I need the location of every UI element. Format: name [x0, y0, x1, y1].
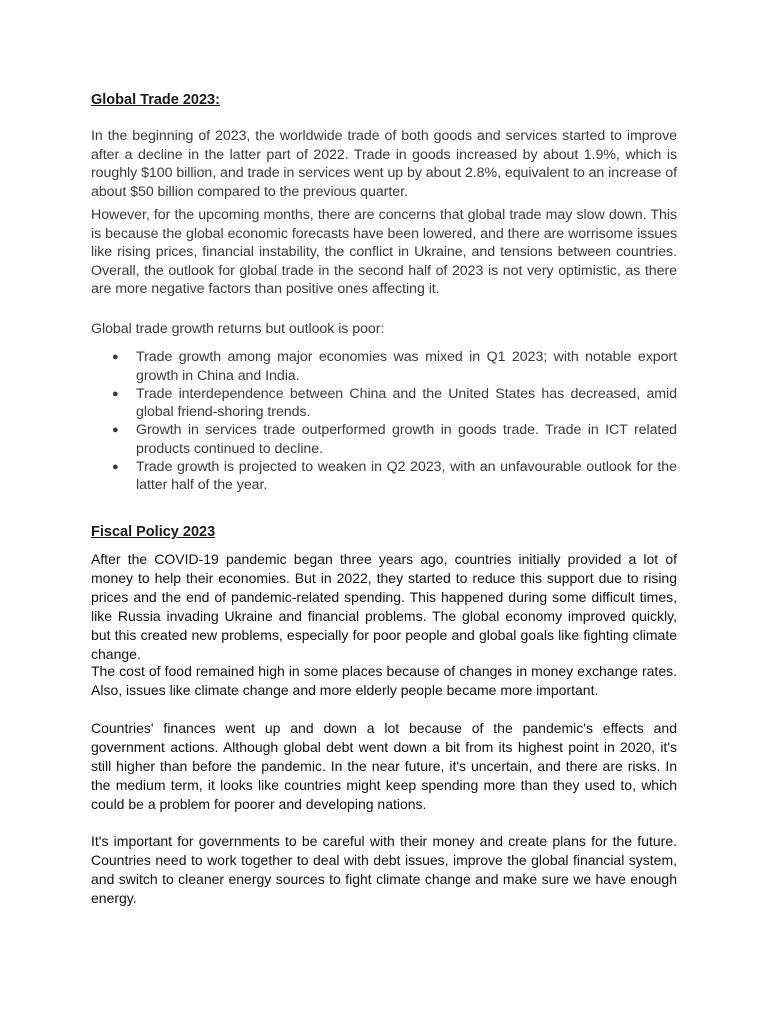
list-item [91, 458, 677, 495]
paragraph: After the COVID-19 pandemic began three years ago, countries initially provided a lot of money to help their economies. But in 2022, they started to reduce this support due to rising prices and the end of pandemic-related spending. This happened during some difficult times, like Russia invading Ukraine and financial problems. The global economy improved quickly, but this created new problems, especially for poor people and global goals like fighting climate change. [91, 551, 677, 662]
paragraph: Countries' finances went up and down a lot because of the pandemic's effects and government actions. Although global debt went down a bit from its highest point in 2020, it's still higher than before the pandemic. In the near future, it's uncertain, and there are risks. In the medium term, it looks like countries might keep spending more than they used to, which could be a problem for poorer and developing nations. [91, 720, 677, 812]
list-intro: Global trade growth returns but outlook is poor: [91, 321, 385, 337]
paragraph: The cost of food remained high in some places because of changes in money exchange rates. Also, issues like climate change and more elderly people became more important. [91, 663, 677, 698]
list-item-text: Growth in services trade outperformed growth in goods trade. Trade in ICT related products continued to decline. [136, 422, 677, 457]
section-heading-fiscal-policy: Fiscal Policy 2023 [91, 524, 216, 540]
paragraph: It's important for governments to be careful with their money and create plans for the future. Countries need to work together to deal with debt issues, improve the global financial system, and switch to cleaner energy sources to fight climate change and make sure we have enough energy. [91, 833, 677, 906]
list-item [91, 385, 677, 422]
list-item [91, 421, 677, 458]
bullet-icon: ● [112, 460, 119, 473]
list-item-text: Trade growth is projected to weaken in Q2 2023, with an unfavourable outlook for the latter half of the year. [136, 458, 677, 493]
bullet-list [91, 348, 677, 494]
section-heading-global-trade: Global Trade 2023: [91, 92, 220, 108]
bullet-icon: ● [112, 351, 119, 363]
list-item [91, 348, 677, 385]
bullet-icon: ● [112, 424, 119, 436]
paragraph: However, for the upcoming months, there are concerns that global trade may slow down. This is because the global economic forecasts have been lowered, and there are worrisome issues like rising prices, financial instability, the conflict in Ukraine, and tensions between countries. Overall, the outlook for global trade in the second half of 2023 is not very optimistic, as there are more negative factors than positive ones affecting it. [91, 207, 677, 297]
bullet-icon: ● [112, 387, 119, 400]
list-item-text: Trade interdependence between China and the United States has decreased, amid global friend-shoring trends. [136, 385, 677, 420]
list-item-text: Trade growth among major economies was mixed in Q1 2023; with notable export growth in China and India. [136, 349, 677, 384]
paragraph: In the beginning of 2023, the worldwide trade of both goods and services started to improve after a decline in the latter part of 2022. Trade in goods increased by about 1.9%, which is roughly $100 billion, and trade in services went up by about 2.8%, equivalent to an increase of about $50 billion compared to the previous quarter. [91, 128, 677, 200]
